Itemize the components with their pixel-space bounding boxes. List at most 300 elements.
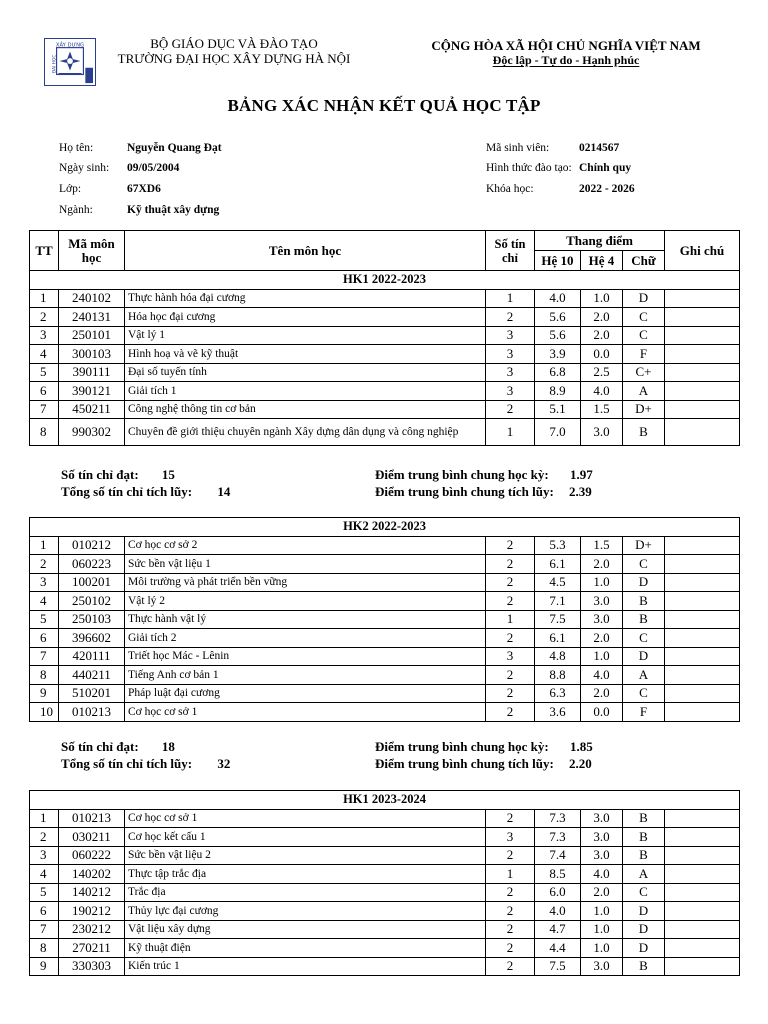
note (665, 400, 740, 419)
letter-grade: D+ (623, 536, 665, 555)
score-4: 2.0 (581, 326, 623, 345)
note (665, 363, 740, 382)
subject-name: Kiến trúc 1 (125, 957, 486, 976)
score-4: 3.0 (581, 419, 623, 446)
subject-name: Vật lý 1 (125, 326, 486, 345)
score-10: 4.5 (535, 573, 581, 592)
table-row (30, 920, 740, 939)
document-header (44, 36, 734, 88)
table-row (30, 308, 740, 327)
credits-earned-label: Số tín chỉ đạt: (61, 467, 139, 482)
row-number: 8 (30, 939, 59, 958)
credits: 3 (486, 326, 535, 345)
score-10: 6.0 (535, 883, 581, 902)
table-row (30, 883, 740, 902)
subject-code: 060223 (59, 555, 125, 574)
row-number: 3 (30, 326, 59, 345)
subject-name: Thực hành hóa đại cương (125, 289, 486, 308)
subject-name: Đại số tuyến tính (125, 363, 486, 382)
subject-code: 140202 (59, 865, 125, 884)
letter-grade: B (623, 809, 665, 828)
score-4: 4.0 (581, 666, 623, 685)
score-10: 4.8 (535, 647, 581, 666)
note (665, 647, 740, 666)
university-logo (44, 38, 96, 86)
semester-name: HK2 2022-2023 (30, 518, 740, 537)
note (665, 902, 740, 921)
subject-name: Chuyên đề giới thiệu chuyên ngành Xây dựng dân dụng và công nghiệp (125, 419, 486, 446)
credits: 2 (486, 536, 535, 555)
credits: 1 (486, 419, 535, 446)
table-row (30, 610, 740, 629)
letter-grade: D (623, 647, 665, 666)
letter-grade: B (623, 610, 665, 629)
student-info-right (486, 141, 736, 201)
course-label: Khóa học: (486, 183, 534, 195)
score-10: 6.8 (535, 363, 581, 382)
row-number: 5 (30, 610, 59, 629)
table-row (30, 666, 740, 685)
credits: 2 (486, 592, 535, 611)
subject-code: 140212 (59, 883, 125, 902)
note (665, 939, 740, 958)
republic-name: CỘNG HÒA XÃ HỘI CHỦ NGHĨA VIỆT NAM (431, 38, 701, 53)
note (665, 326, 740, 345)
gpa-cum-label: Điểm trung bình chung tích lũy: (375, 756, 554, 771)
table-row (30, 809, 740, 828)
note (665, 957, 740, 976)
credits: 2 (486, 883, 535, 902)
subject-code: 440211 (59, 666, 125, 685)
score-4: 1.0 (581, 647, 623, 666)
subject-name: Sức bền vật liệu 2 (125, 846, 486, 865)
subject-code: 250102 (59, 592, 125, 611)
table-row (30, 939, 740, 958)
row-number: 3 (30, 573, 59, 592)
note (665, 883, 740, 902)
course-years: 2022 - 2026 (579, 183, 635, 195)
subject-name: Trắc địa (125, 883, 486, 902)
letter-grade: B (623, 828, 665, 847)
class-label: Lớp: (59, 183, 82, 195)
student-major: Kỹ thuật xây dựng (127, 204, 220, 216)
score-10: 7.5 (535, 957, 581, 976)
score-4: 1.0 (581, 939, 623, 958)
score-10: 7.5 (535, 610, 581, 629)
row-number: 4 (30, 592, 59, 611)
semester-header-row (30, 271, 740, 290)
credits: 2 (486, 809, 535, 828)
credits: 2 (486, 555, 535, 574)
letter-grade: C (623, 555, 665, 574)
subject-name: Giải tích 1 (125, 382, 486, 401)
training-mode-label: Hình thức đào tạo: (486, 162, 572, 174)
subject-code: 270211 (59, 939, 125, 958)
credits: 2 (486, 920, 535, 939)
letter-grade: C (623, 883, 665, 902)
student-class: 67XD6 (127, 183, 161, 195)
letter-grade: C (623, 629, 665, 648)
row-number: 6 (30, 902, 59, 921)
semester-header-row (30, 791, 740, 810)
credits: 2 (486, 957, 535, 976)
student-name: Nguyễn Quang Đạt (127, 142, 222, 154)
note (665, 345, 740, 364)
letter-grade: B (623, 592, 665, 611)
training-mode: Chính quy (579, 162, 632, 174)
letter-grade: D (623, 939, 665, 958)
letter-grade: D (623, 902, 665, 921)
subject-code: 010212 (59, 536, 125, 555)
score-10: 4.7 (535, 920, 581, 939)
row-number: 1 (30, 536, 59, 555)
sem1-credits-total (61, 484, 230, 500)
credits: 3 (486, 828, 535, 847)
subject-code: 250101 (59, 326, 125, 345)
gpa-cum-value: 2.39 (569, 484, 592, 499)
sem2-gpa-cum (375, 756, 592, 772)
score-4: 4.0 (581, 865, 623, 884)
col-code: Mã môn học (59, 231, 125, 271)
table-row (30, 647, 740, 666)
grades-table-sem1 (29, 230, 740, 446)
score-4: 3.0 (581, 809, 623, 828)
credits: 2 (486, 684, 535, 703)
row-number: 1 (30, 809, 59, 828)
gpa-term-value: 1.85 (569, 739, 593, 754)
credits: 2 (486, 939, 535, 958)
subject-code: 300103 (59, 345, 125, 364)
subject-code: 240131 (59, 308, 125, 327)
row-number: 8 (30, 419, 59, 446)
letter-grade: F (623, 703, 665, 722)
table-row (30, 536, 740, 555)
row-number: 6 (30, 382, 59, 401)
letter-grade: D (623, 573, 665, 592)
row-number: 7 (30, 400, 59, 419)
sem1-gpa-term (375, 467, 593, 483)
row-number: 10 (30, 703, 59, 722)
credits-earned-label: Số tín chỉ đạt: (61, 739, 139, 754)
letter-grade: D (623, 920, 665, 939)
credits-earned-value: 15 (161, 467, 175, 482)
row-number: 2 (30, 555, 59, 574)
note (665, 920, 740, 939)
credits: 1 (486, 865, 535, 884)
score-10: 4.0 (535, 289, 581, 308)
score-4: 3.0 (581, 957, 623, 976)
note (665, 573, 740, 592)
letter-grade: A (623, 865, 665, 884)
score-10: 7.3 (535, 828, 581, 847)
table-row (30, 684, 740, 703)
subject-code: 396602 (59, 629, 125, 648)
score-4: 0.0 (581, 703, 623, 722)
letter-grade: D+ (623, 400, 665, 419)
score-10: 4.0 (535, 902, 581, 921)
note (665, 846, 740, 865)
subject-name: Vật liệu xây dựng (125, 920, 486, 939)
note (665, 703, 740, 722)
note (665, 308, 740, 327)
col-tt: TT (30, 231, 59, 271)
student-dob: 09/05/2004 (127, 162, 180, 174)
student-id: 0214567 (579, 142, 620, 154)
score-10: 6.1 (535, 629, 581, 648)
credits: 3 (486, 363, 535, 382)
row-number: 4 (30, 865, 59, 884)
subject-name: Kỹ thuật điện (125, 939, 486, 958)
subject-code: 990302 (59, 419, 125, 446)
note (665, 289, 740, 308)
note (665, 809, 740, 828)
row-number: 3 (30, 846, 59, 865)
row-number: 5 (30, 883, 59, 902)
col-letter: Chữ (623, 251, 665, 271)
letter-grade: B (623, 957, 665, 976)
letter-grade: C (623, 684, 665, 703)
col-credits: Số tín chỉ (486, 231, 535, 271)
note (665, 684, 740, 703)
credits-total-value: 14 (217, 484, 231, 499)
university-logo-icon (45, 39, 95, 85)
score-4: 2.0 (581, 684, 623, 703)
grades-table-sem2 (29, 517, 740, 722)
score-4: 1.0 (581, 902, 623, 921)
score-4: 3.0 (581, 828, 623, 847)
gpa-cum-label: Điểm trung bình chung tích lũy: (375, 484, 554, 499)
subject-code: 510201 (59, 684, 125, 703)
table-row (30, 865, 740, 884)
score-10: 7.3 (535, 809, 581, 828)
sem1-credits-earned (61, 467, 175, 483)
sem2-credits-earned (61, 739, 175, 755)
subject-code: 330303 (59, 957, 125, 976)
note (665, 666, 740, 685)
subject-name: Thực tập trắc địa (125, 865, 486, 884)
letter-grade: F (623, 345, 665, 364)
score-4: 1.5 (581, 400, 623, 419)
table-row (30, 555, 740, 574)
table-row (30, 703, 740, 722)
score-4: 0.0 (581, 345, 623, 364)
letter-grade: C (623, 308, 665, 327)
subject-code: 190212 (59, 902, 125, 921)
credits-total-label: Tổng số tín chỉ tích lũy: (61, 756, 193, 771)
gpa-term-label: Điểm trung bình chung học kỳ: (375, 467, 549, 482)
note (665, 592, 740, 611)
letter-grade: A (623, 382, 665, 401)
subject-code: 240102 (59, 289, 125, 308)
subject-name: Cơ học kết cấu 1 (125, 828, 486, 847)
credits: 1 (486, 289, 535, 308)
subject-code: 390121 (59, 382, 125, 401)
score-10: 7.4 (535, 846, 581, 865)
logo-text-top: XÂY DỰNG (55, 42, 85, 49)
score-4: 3.0 (581, 592, 623, 611)
subject-name: Cơ học cơ sở 1 (125, 703, 486, 722)
table-row (30, 382, 740, 401)
note (665, 536, 740, 555)
credits: 2 (486, 629, 535, 648)
score-4: 1.0 (581, 920, 623, 939)
row-number: 7 (30, 647, 59, 666)
letter-grade: B (623, 419, 665, 446)
table-row (30, 957, 740, 976)
semester-name: HK1 2022-2023 (30, 271, 740, 290)
score-10: 5.3 (535, 536, 581, 555)
motto: Độc lập - Tự do - Hạnh phúc (492, 53, 640, 67)
credits: 2 (486, 573, 535, 592)
ministry-name: BỘ GIÁO DỤC VÀ ĐÀO TẠO (150, 36, 318, 51)
score-4: 2.5 (581, 363, 623, 382)
score-4: 3.0 (581, 610, 623, 629)
score-4: 1.5 (581, 536, 623, 555)
gpa-term-value: 1.97 (569, 467, 593, 482)
row-number: 9 (30, 684, 59, 703)
row-number: 6 (30, 629, 59, 648)
logo-text-side: ĐẠI HỌC (52, 54, 58, 74)
subject-name: Thủy lực đại cương (125, 902, 486, 921)
letter-grade: C (623, 326, 665, 345)
subject-name: Pháp luật đại cương (125, 684, 486, 703)
score-4: 4.0 (581, 382, 623, 401)
subject-name: Môi trường và phát triển bền vững (125, 573, 486, 592)
table-row (30, 573, 740, 592)
score-4: 1.0 (581, 573, 623, 592)
score-10: 6.1 (535, 555, 581, 574)
table-row (30, 828, 740, 847)
gpa-cum-value: 2.20 (569, 756, 592, 771)
republic-block (416, 38, 716, 68)
col-note: Ghi chú (665, 231, 740, 271)
score-4: 2.0 (581, 555, 623, 574)
score-4: 2.0 (581, 629, 623, 648)
subject-code: 010213 (59, 703, 125, 722)
score-10: 5.6 (535, 326, 581, 345)
table-row (30, 400, 740, 419)
table-row (30, 289, 740, 308)
row-number: 4 (30, 345, 59, 364)
letter-grade: C+ (623, 363, 665, 382)
major-label: Ngành: (59, 204, 93, 216)
gpa-term-label: Điểm trung bình chung học kỳ: (375, 739, 549, 754)
student-id-label: Mã sinh viên: (486, 142, 550, 154)
table-row (30, 592, 740, 611)
credits: 3 (486, 647, 535, 666)
score-10: 6.3 (535, 684, 581, 703)
student-info-left (59, 141, 419, 221)
subject-name: Triết học Mác - Lênin (125, 647, 486, 666)
note (665, 555, 740, 574)
score-10: 3.6 (535, 703, 581, 722)
name-label: Họ tên: (59, 142, 94, 154)
table-row (30, 419, 740, 446)
credits: 2 (486, 703, 535, 722)
score-10: 4.4 (535, 939, 581, 958)
sem2-gpa-term (375, 739, 593, 755)
subject-code: 060222 (59, 846, 125, 865)
credits: 2 (486, 400, 535, 419)
university-name: TRƯỜNG ĐẠI HỌC XÂY DỰNG HÀ NỘI (117, 51, 351, 66)
table-row (30, 326, 740, 345)
ministry-block (114, 36, 354, 66)
subject-code: 390111 (59, 363, 125, 382)
score-10: 7.1 (535, 592, 581, 611)
col-subject: Tên môn học (125, 231, 486, 271)
table-row (30, 846, 740, 865)
sem2-credits-total (61, 756, 230, 772)
note (665, 629, 740, 648)
score-10: 8.9 (535, 382, 581, 401)
subject-code: 420111 (59, 647, 125, 666)
credits: 2 (486, 666, 535, 685)
row-number: 1 (30, 289, 59, 308)
score-10: 5.1 (535, 400, 581, 419)
grades-table-sem3 (29, 790, 740, 976)
table-row (30, 363, 740, 382)
sem1-gpa-cum (375, 484, 592, 500)
subject-name: Cơ học cơ sở 2 (125, 536, 486, 555)
subject-name: Sức bền vật liệu 1 (125, 555, 486, 574)
subject-name: Công nghệ thông tin cơ bản (125, 400, 486, 419)
semester-name: HK1 2023-2024 (30, 791, 740, 810)
letter-grade: A (623, 666, 665, 685)
credits: 3 (486, 345, 535, 364)
subject-name: Vật lý 2 (125, 592, 486, 611)
document-title: BẢNG XÁC NHẬN KẾT QUẢ HỌC TẬP (227, 96, 541, 115)
credits-total-label: Tổng số tín chỉ tích lũy: (61, 484, 193, 499)
subject-code: 100201 (59, 573, 125, 592)
col-he4: Hệ 4 (581, 251, 623, 271)
credits: 1 (486, 610, 535, 629)
score-4: 2.0 (581, 308, 623, 327)
subject-name: Hóa học đại cương (125, 308, 486, 327)
table-row (30, 629, 740, 648)
credits-earned-value: 18 (161, 739, 175, 754)
letter-grade: B (623, 846, 665, 865)
col-he10: Hệ 10 (535, 251, 581, 271)
credits: 3 (486, 382, 535, 401)
credits: 2 (486, 846, 535, 865)
row-number: 8 (30, 666, 59, 685)
score-4: 3.0 (581, 846, 623, 865)
score-10: 7.0 (535, 419, 581, 446)
semester-header-row (30, 518, 740, 537)
row-number: 2 (30, 828, 59, 847)
subject-name: Tiếng Anh cơ bản 1 (125, 666, 486, 685)
score-10: 8.5 (535, 865, 581, 884)
dob-label: Ngày sinh: (59, 162, 110, 174)
table-row (30, 345, 740, 364)
credits-total-value: 32 (217, 756, 231, 771)
row-number: 9 (30, 957, 59, 976)
note (665, 610, 740, 629)
subject-code: 250103 (59, 610, 125, 629)
note (665, 382, 740, 401)
note (665, 828, 740, 847)
subject-code: 030211 (59, 828, 125, 847)
score-4: 2.0 (581, 883, 623, 902)
row-number: 5 (30, 363, 59, 382)
note (665, 865, 740, 884)
credits: 2 (486, 308, 535, 327)
note (665, 419, 740, 446)
subject-name: Thực hành vật lý (125, 610, 486, 629)
score-10: 8.8 (535, 666, 581, 685)
table-row (30, 902, 740, 921)
score-4: 1.0 (581, 289, 623, 308)
